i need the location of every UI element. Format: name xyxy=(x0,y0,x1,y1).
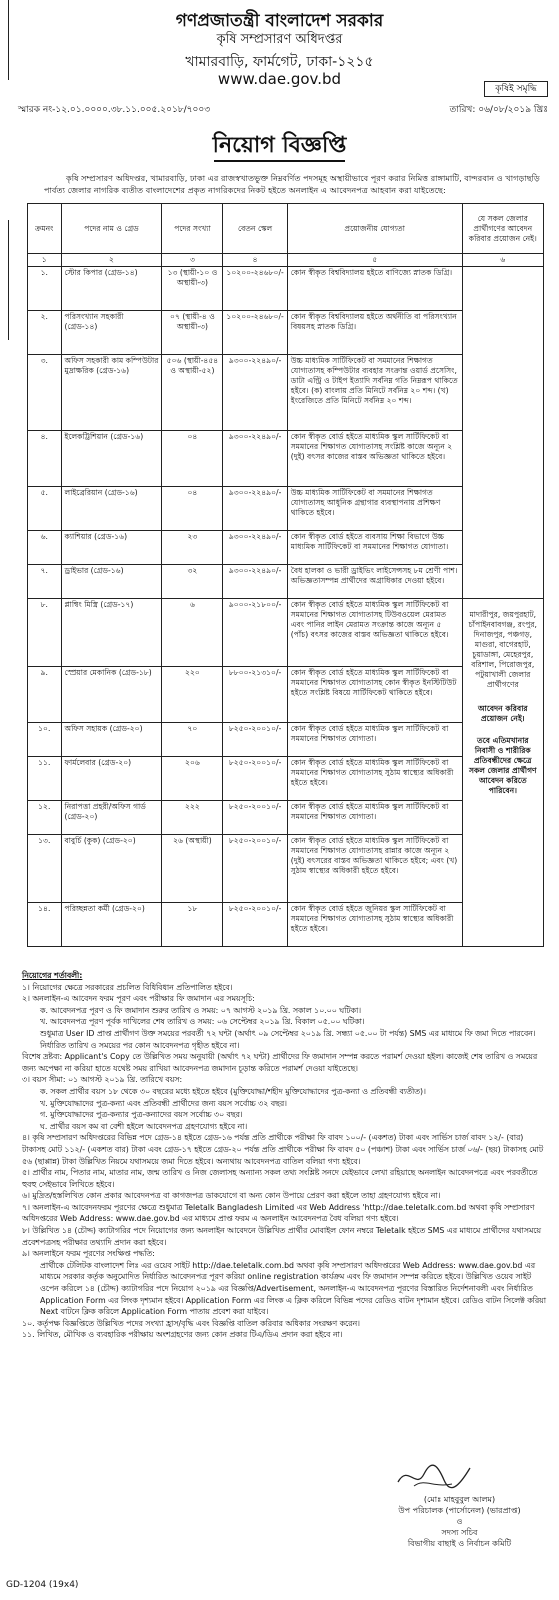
row-pay-scale: ১০২০০-২৪৬৮০/- xyxy=(223,267,287,311)
row-qualification: কোন স্বীকৃত বোর্ড হইতে মাধ্যমিক স্কুল সার্টিফিকেট বা সমমানের শিক্ষাগত যোগ্যতা। xyxy=(287,723,462,757)
row-post-name: ইলেকট্রিশিয়ান (গ্রেড-১৬) xyxy=(61,431,162,487)
row-post-count: ০৪ xyxy=(162,431,223,487)
row-post-name: অফিস সহকারী কাম কম্পিউটার মুদ্রাক্ষরিক (গ্রেড-১৬) xyxy=(61,355,162,431)
row-serial: ৯. xyxy=(28,667,62,723)
row-qualification: কোন স্বীকৃত বোর্ড হইতে মাধ্যমিক স্কুল সার্টিফিকেট বা সমমানের শিক্ষাগত যোগ্যতাসহ সংশ্লিষ্ট কাজে অন্যূন ২ (দুই) বৎসর কাজের বাস্তব অভিজ্ঞতা থাকিতে হইবে। xyxy=(287,431,462,487)
row-pay-scale: ৮২৫০-২০০১০/- xyxy=(223,903,287,947)
col-index: ৩ xyxy=(162,254,223,267)
row-post-name: ড্রাইভার (গ্রেড-১৬) xyxy=(61,565,162,599)
terms-item: ৭। অনলাইন-এ আবেদনফরম পূরণের ক্ষেত্রে শুধুমাত্র Teletalk Bangladesh Limited এর Web Address 'http://dae.teletalk.com.bd অথবা কৃষি সম্প্রসারণ অধিদপ্তরের Web Address: www.dae.gov.bd এর মাধ্যমে প্রাপ্ত ফরম এ অনলাইন আবেদনপত্র বৈধ বলিয়া গণ্য হইবে। xyxy=(22,1202,535,1224)
terms-item: ২। অনলাইন-এ আবেদন ফরম পূরণ এবং পরীক্ষার ফি জমাদান এর সময়সূচি: xyxy=(22,994,255,1004)
notice-title: নিয়োগ বিজ্ঞপ্তি xyxy=(212,133,347,158)
row-serial: ৪. xyxy=(28,431,62,487)
districts-note-cell xyxy=(462,599,543,947)
row-post-name: লাইব্রেরিয়ান (গ্রেড-১৬) xyxy=(61,487,162,531)
terms-item: খ. আবেদনপত্র পূরণ পূর্বক দাখিলের শেষ তারিখ ও সময়: ০৬ সেপ্টেম্বর ২০১৯ খ্রি. বিকাল ০৫.০০ ঘটিকা। xyxy=(40,1017,365,1027)
row-post-count: ২৬ (অস্থায়ী) xyxy=(162,835,223,903)
row-qualification: কোন স্বীকৃত বোর্ড হইতে ব্যবসায় শিক্ষা বিভাগে উচ্চ মাধ্যমিক সার্টিফিকেট বা সমমানের শিক্ষাগত যোগ্যতা। xyxy=(287,531,462,565)
row-serial: ১৩. xyxy=(28,835,62,903)
row-qualification: বৈধ হালকা ও ভারী ড্রাইভিং লাইসেন্সসহ ৮ম শ্রেণী পাশ। অভিজ্ঞতাসম্পন্ন প্রার্থীদের অগ্রাধিকার দেওয়া হইবে। xyxy=(287,565,462,599)
col-index: ৫ xyxy=(287,254,462,267)
row-serial: ১০. xyxy=(28,723,62,757)
terms-item: ৩। বয়স সীমা: ০১ আগস্ট ২০১৯ খ্রি. তারিখে বয়স: xyxy=(22,1075,183,1085)
row-post-count: ০৭ (স্থায়ী-৪ ও অস্থায়ী-৩) xyxy=(162,311,223,355)
department-name: কৃষি সম্প্রসারণ অধিদপ্তর xyxy=(216,32,343,47)
terms-section xyxy=(22,970,547,1341)
row-post-count: ২২২ xyxy=(162,801,223,835)
row-pay-scale: ৮২৫০-২০০১০/- xyxy=(223,801,287,835)
page-edge-mark xyxy=(0,220,9,340)
col-index: ২ xyxy=(61,254,162,267)
districts-list: মাদারীপুর, জয়পুরহাট, চাঁপাইনবাবগঞ্জ, রংপুর, দিনাজপুর, পঞ্চগড়, মাগুরা, বাগেরহাট, চুয়াডাঙ্গা, মেহেরপুর, বরিশাল, পিরোজপুর, পটুয়াখালী জেলার প্রার্থীগণের xyxy=(468,610,537,689)
row-post-name: পরিচ্ছন্নতা কর্মী (গ্রেড-২০) xyxy=(61,903,162,947)
row-qualification: কোন স্বীকৃত বোর্ড হইতে মাধ্যমিক স্কুল সার্টিফিকেট বা সমমানের শিক্ষাগত যোগ্যতাসহ রান্নার কাজে অন্যূন ২ (দুই) বৎসরের বাস্তব অভিজ্ঞতা থাকিতে হইবে; এবং (খ) সুঠাম স্বাস্থ্যের অধিকারী হইতে হইবে। xyxy=(287,835,462,903)
row-qualification: উচ্চ মাধ্যমিক সার্টিফিকেট বা সমমানের শিক্ষাগত যোগ্যতাসহ আধুনিক গ্রন্থাগার ব্যবস্থাপনায় প্রশিক্ষণ থাকিতে হইবে। xyxy=(287,487,462,531)
signatory-block xyxy=(372,1494,547,1549)
row-serial: ২. xyxy=(28,311,62,355)
row-pay-scale: ৯৩০০-২২৪৯০/- xyxy=(223,431,287,487)
row-pay-scale: ৯৩০০-২২৪৯০/- xyxy=(223,487,287,531)
terms-item: গ. মুক্তিযোদ্ধাদের পুত্র-কন্যার পুত্র-কন্যাদের বয়স সর্বোচ্চ ৩০ বছর। xyxy=(40,1110,243,1120)
col-header-qualification: প্রয়োজনীয় যোগ্যতা xyxy=(287,204,462,254)
col-header-scale: বেতন স্কেল xyxy=(223,204,287,254)
reference-line xyxy=(18,102,548,117)
terms-heading: নিয়োগের শর্তাবলী: xyxy=(22,971,83,980)
terms-item: ক. আবেদনপত্র পূরণ ও ফি জমাদান শুরুর তারিখ ও সময়: ০৭ আগস্ট ২০১৯ খ্রি. সকাল ১০.০০ ঘটিকা। xyxy=(40,1005,362,1015)
row-serial: ৮. xyxy=(28,599,62,667)
row-pay-scale: ৯৩০০-২২৪৯০/- xyxy=(223,531,287,565)
vacancy-table xyxy=(27,203,544,947)
row-qualification: কোন স্বীকৃত বোর্ড হইতে মাধ্যমিক স্কুল সার্টিফিকেট বা সমমানের শিক্ষাগত যোগ্যতা। xyxy=(287,801,462,835)
row-post-name: স্টোর কিপার (গ্রেড-১৪) xyxy=(61,267,162,311)
signatory-role: সদস্য সচিব xyxy=(441,1528,478,1537)
row-serial: ৭. xyxy=(28,565,62,599)
row-qualification: কোন স্বীকৃত বিশ্ববিদ্যালয় হইতে বাণিজ্যে স্নাতক ডিগ্রি। xyxy=(287,267,462,311)
signatory-and: ও xyxy=(456,1517,463,1526)
districts-not-required: আবেদন করিবার প্রয়োজন নেই। xyxy=(478,704,528,723)
row-qualification: কোন স্বীকৃত বোর্ড হইতে মাধ্যমিক স্কুল সার্টিফিকেট বা সমমানের শিক্ষাগত যোগ্যতাসহ টিউবওয়েল মেরামত এবং পানির লাইন মেরামত সংক্রান্ত কাজে অন্যূন ৫ (পাঁচ) বৎসর কাজের বাস্তব অভিজ্ঞতা থাকিতে হইবে। xyxy=(287,599,462,667)
row-districts-blank xyxy=(462,267,543,599)
terms-item: ১। নিয়োগের ক্ষেত্রে সরকারের প্রচলিত বিধিবিধান প্রতিপালিত হইবে। xyxy=(22,982,233,992)
terms-item: ঘ. প্রার্থীর বয়স কম বা বেশী হইলে আবেদনপত্র গ্রহণযোগ্য হইবে না। xyxy=(40,1121,248,1131)
row-qualification: কোন স্বীকৃত বোর্ড হইতে মাধ্যমিক স্কুল সার্টিফিকেট বা সমমানের শিক্ষাগত যোগ্যতাসহ কোন স্বীকৃত ইনস্টিটিউট হইতে সংশ্লিষ্ট বিষয়ে সার্টিফিকেট থাকিতে হইবে। xyxy=(287,667,462,723)
row-post-name: পরিসংখ্যান সহকারী (গ্রেড-১৪) xyxy=(61,311,162,355)
terms-item: খ. মুক্তিযোদ্ধাদের পুত্র-কন্যা এবং প্রতিবন্ধী প্রার্থীদের জন্য বয়স সর্বোচ্চ ৩২ বছর। xyxy=(40,1098,287,1108)
row-post-name: ফার্মলেবার (গ্রেড-২০) xyxy=(61,757,162,801)
signature-image xyxy=(394,1460,474,1492)
terms-item: বিশেষ দ্রষ্টব্য: Applicant's Copy তে উল্লিখিত সময় অনুযায়ী (অর্থাৎ ৭২ ঘন্টা) প্রার্থীদের ফি জমাদান সম্পন্ন করতে পরামর্শ দেওয়া হইল। কাজেই শেষ তারিখ ও সময়ের জন্য অপেক্ষা না করিয়া হাতে যথেষ্ট সময় রাখিয়া আবেদনপত্র জমাদান চূড়ান্ত করিতে পরামর্শ দেওয়া যাইতেছে। xyxy=(22,1052,538,1073)
row-post-name: নিরাপত্তা প্রহরী/অফিস গার্ড (গ্রেড-২০) xyxy=(61,801,162,835)
row-serial: ৫. xyxy=(28,487,62,531)
row-qualification: কোন স্বীকৃত বিশ্ববিদ্যালয় হইতে অর্থনীতি বা পরিসংখ্যান বিষয়সহ স্নাতক ডিগ্রি। xyxy=(287,311,462,355)
row-pay-scale: ৯৩০০-২২৪৯০/- xyxy=(223,355,287,431)
website: www.dae.gov.bd xyxy=(217,70,342,88)
row-qualification: উচ্চ মাধ্যমিক সার্টিফিকেট বা সমমানের শিক্ষাগত যোগ্যতাসহ কম্পিউটার ব্যবহার সংক্রান্ত ওয়ার্ড প্রসেসিং, ডাটা এন্ট্রি ও টাইপ ইত্যাদি সর্বনিম্ন গতি নিম্নরূপ থাকিতে হইবে। (ক) বাংলায় প্রতি মিনিটে সর্বনিম্ন ২০ শব্দ। (খ) ইংরেজিতে প্রতি মিনিটে সর্বনিম্ন ২০ শব্দ। xyxy=(287,355,462,431)
row-post-count: ১৩ (স্থায়ী-১০ ও অস্থায়ী-৩) xyxy=(162,267,223,311)
slogan-box: কৃষিই সমৃদ্ধি xyxy=(484,81,548,97)
row-post-count: ১৮ xyxy=(162,903,223,947)
row-qualification: কোন স্বীকৃত বোর্ড হইতে জুনিয়র স্কুল সার্টিফিকেট বা সমমানের শিক্ষাগত যোগ্যতাসহ সুঠাম স্বাস্থ্যের অধিকারী হইতে হইবে। xyxy=(287,903,462,947)
districts-exception: তবে এতিমখানার নিবাসী ও শারীরিক প্রতিবন্ধীদের ক্ষেত্রে সকল জেলার প্রার্থীগণ আবেদন করিতে পারিবেন। xyxy=(468,736,537,795)
intro-paragraph: কৃষি সম্প্রসারণ অধিদপ্তর, খামারবাড়ি, ঢাকা এর রাজস্বখাতভুক্ত নিম্নবর্ণিত পদসমূহ অস্থায়ীভাবে পূরণ করার নিমিত্ত রাঙ্গামাটি, বান্দরবান ও খাগড়াছড়ি পার্বত্য জেলার নাগরিক ব্যতীত বাংলাদেশের প্রকৃত নাগরিকদের নিকট হইতে অনলাইন এ আবেদনপত্র আহবান করা যাইতেছে: xyxy=(44,173,540,195)
row-post-count: ২৩ xyxy=(162,531,223,565)
col-header-districts: যে সকল জেলার প্রার্থীগণের আবেদন করিবার প্রয়োজন নেই। xyxy=(462,204,543,254)
print-code: GD-1204 (19x4) xyxy=(6,1580,79,1590)
row-qualification: কোন স্বীকৃত বোর্ড হইতে মাধ্যমিক স্কুল সার্টিফিকেট বা সমমানের শিক্ষাগত যোগ্যতাসহ সুঠাম স্বাস্থ্যের অধিকারী হইতে হইবে। xyxy=(287,757,462,801)
col-index: ৪ xyxy=(223,254,287,267)
row-post-count: ২২০ xyxy=(162,667,223,723)
row-pay-scale: ৮৮০০-২১৩১০/- xyxy=(223,667,287,723)
signatory-designation: উপ পরিচালক (পার্সোনেল) (ভারপ্রাপ্ত) xyxy=(398,1506,521,1515)
row-pay-scale: ৮২৫০-২০০১০/- xyxy=(223,723,287,757)
row-post-name: প্লাম্বিং মিস্ত্রি (গ্রেড-১৭) xyxy=(61,599,162,667)
row-post-name: অফিস সহায়ক (গ্রেড-২০) xyxy=(61,723,162,757)
row-serial: ৩. xyxy=(28,355,62,431)
row-pay-scale: ৯০০০-২১৮০০/- xyxy=(223,599,287,667)
row-pay-scale: ৯৩০০-২২৪৯০/- xyxy=(223,565,287,599)
office-address: খামারবাড়ি, ফার্মগেট, ঢাকা-১২১৫ xyxy=(185,54,374,70)
row-serial: ১৪. xyxy=(28,903,62,947)
terms-item: ১১. লিখিত, মৌখিক ও ব্যবহারিক পরীক্ষায় অংশগ্রহণের জন্য কোন প্রকার টিএ/ডিএ প্রদান করা হইবে না। xyxy=(22,1330,343,1340)
table-row xyxy=(28,267,544,311)
row-post-count: ২০৬ xyxy=(162,757,223,801)
row-pay-scale: ৮২৫০-২০০১০/- xyxy=(223,757,287,801)
memo-number: স্মারক নং-১২.০১.০০০০.৩৮.১১.০০৫.২০১৮/৭০০৩ xyxy=(18,105,211,115)
signatory-name: (মোঃ মাহবুবুল আলম) xyxy=(423,1495,496,1504)
row-serial: ১. xyxy=(28,267,62,311)
terms-item: ১০. কর্তৃপক্ষ বিজ্ঞপ্তিতে উল্লিখিত পদের সংখ্যা হ্রাস/বৃদ্ধি এবং বিজ্ঞপ্তি বাতিল করিবার অধিকার সংরক্ষণ করেন। xyxy=(22,1318,360,1328)
terms-item: শুধুমাত্র User ID প্রাপ্ত প্রার্থীগণ উক্ত সময়ের পরবর্তী ৭২ ঘন্টা (অর্থাৎ ০৯ সেপ্টেম্বর ২০১৯ খ্রি. সন্ধ্যা ০৫.০০ টা পর্যন্ত) SMS এর মাধ্যমে ফি জমা দিতে পারবেন। নির্ধারিত তারিখ ও সময়ের পর কোন আবেদনপত্র গৃহীত হইবে না। xyxy=(40,1028,536,1050)
row-serial: ১২. xyxy=(28,801,62,835)
row-post-count: ৭০ xyxy=(162,723,223,757)
terms-item: ক. সকল প্রার্থীর বয়স ১৮ থেকে ৩০ বছরের মধ্যে হইতে হইবে (মুক্তিযোদ্ধা/শহীদ মুক্তিযোদ্ধাদের পুত্র-কন্যা ও প্রতিবন্ধী ব্যতীত)। xyxy=(40,1086,426,1096)
terms-item: ৪। কৃষি সম্প্রসারণ অধিদপ্তরের বিভিন্ন পদে গ্রেড-১৪ হইতে গ্রেড-১৬ পর্যন্ত প্রতি প্রার্থীকে পরীক্ষা ফি বাবদ ১০০/- (একশত) টাকা এবং সার্ভিস চার্জ বাবদ ১২/- (বার) টাকাসহ মোট ১১২/- (একশত বার) টাকা এবং গ্রেড-১৭ হইতে গ্রেড-২০ পর্যন্ত প্রতি প্রার্থীকে পরীক্ষা ফি বাবদ ৫০ (পঞ্চাশ) টাকা এবং সার্ভিস চার্জ ০৬/- (ছয়) টাকাসহ মোট ৫৬ (ছাপ্পান্ন) টাকা উল্লিখিত নিয়মে যথাসময়ে জমা দিতে হইবে। অন্যথায় আবেদনপত্র বাতিল বলিয়া গণ্য হইবে। xyxy=(22,1133,544,1166)
row-pay-scale: ১০২০০-২৪৬৮০/- xyxy=(223,311,287,355)
row-serial: ৬. xyxy=(28,531,62,565)
row-post-count: ০৪ xyxy=(162,487,223,531)
col-index: ১ xyxy=(28,254,62,267)
terms-item: ৮। উল্লিখিত ১৪ (চৌদ্দ) ক্যাটাগরির পদে নিয়োগের জন্য অনলাইন আবেদনে উল্লিখিত প্রার্থীর মোবাইল ফোন নম্বরে Teletalk হইতে SMS এর মাধ্যমে প্রার্থীদের যথাসময়ে প্রবেশপত্রসহ পরীক্ষার তথ্যাদি প্রদান করা হইবে। xyxy=(22,1226,542,1247)
terms-item: প্রার্থীকে টেলিটক বাংলাদেশ লিঃ এর ওয়েব সাইট http://dae.teletalk.com.bd অথবা কৃষি সম্প্রসারণ অধিদপ্তরের Web Address: www.dae.gov.bd এর মাধ্যমে সরকার কর্তৃক অনুমোদিত নির্ধারিত আবেদনপত্র পূরণ করিয়া online registration কার্যক্রম এবং ফি জমাদান সম্পন্ন করিতে হইবে। উল্লিখিত ওয়েব সাইট ওপেন করিলে ১৪ (চৌদ্দ) ক্যাটাগরির পদে নিয়োগ ২০১৯ এর বিজ্ঞপ্তি/Advertisement, অনলাইন-এ আবেদনপত্র পূরণের বিস্তারিত নির্দেশনাবলী এবং নির্ধারিত Application Form এর লিংক দৃশ্যমান হইবে। Application Form এর লিংক এ ক্লিক করিলে বিভিন্ন পদের রেডিও বাটন দৃশ্যমান হইবে। রেডিও বাটন সিলেক্ট করিয়া Next বাটনে ক্লিক করিলে Application Form পাতায় প্রবেশ করা যাইবে। xyxy=(40,1260,547,1317)
terms-item: ৯। অনলাইনে ফরম পূরণের সংক্ষিপ্ত পদ্ধতি: xyxy=(22,1249,155,1259)
table-row xyxy=(28,599,544,667)
terms-item: ৬। মুদ্রিত/হস্তলিখিত কোন প্রকার আবেদনপত্র বা কাগজপত্র ডাকযোগে বা অন্য কোন উপায়ে প্রেরণ করা হইলে তাহা গ্রহণযোগ্য হইবে না। xyxy=(22,1191,441,1201)
row-post-name: স্প্রেয়ার মেকানিক (গ্রেড-১৮) xyxy=(61,667,162,723)
col-header-post: পদের নাম ও গ্রেড xyxy=(61,204,162,254)
col-index: ৬ xyxy=(462,254,543,267)
row-post-name: ক্যাশিয়ার (গ্রেড-১৬) xyxy=(61,531,162,565)
row-post-count: ৬ xyxy=(162,599,223,667)
row-post-name: বাবুর্চি (কুক) (গ্রেড-২০) xyxy=(61,835,162,903)
row-pay-scale: ৮২৫০-২০০১০/- xyxy=(223,835,287,903)
row-serial: ১১. xyxy=(28,757,62,801)
memo-date: তারিখ: ০৬/০৮/২০১৯ খ্রিঃ xyxy=(449,105,548,115)
title-underline xyxy=(214,160,345,162)
col-header-serial: ক্রমনং xyxy=(28,204,62,254)
row-post-count: ৫০৬ (স্থায়ী-৪৫৪ ও অস্থায়ী-৫২) xyxy=(162,355,223,431)
terms-item: ৫। প্রার্থীর নাম, পিতার নাম, মাতার নাম, জন্ম তারিখ ও নিজ জেলাসহ অন্যান্য সকল তথ্য সংশ্লিষ্ট সনদে যেইভাবে লেখা রহিয়াছে অনলাইন আবেদনপত্রে এবং পরবর্তীতে হুবহু সেইভাবে লিখিতে হইবে। xyxy=(22,1168,538,1189)
government-title: গণপ্রজাতন্ত্রী বাংলাদেশ সরকার xyxy=(175,11,384,31)
signatory-committee: বিভাগীয় বাছাই ও নির্বাচন কমিটি xyxy=(407,1539,512,1548)
row-post-count: ৩২ xyxy=(162,565,223,599)
col-header-count: পদের সংখ্যা xyxy=(162,204,223,254)
